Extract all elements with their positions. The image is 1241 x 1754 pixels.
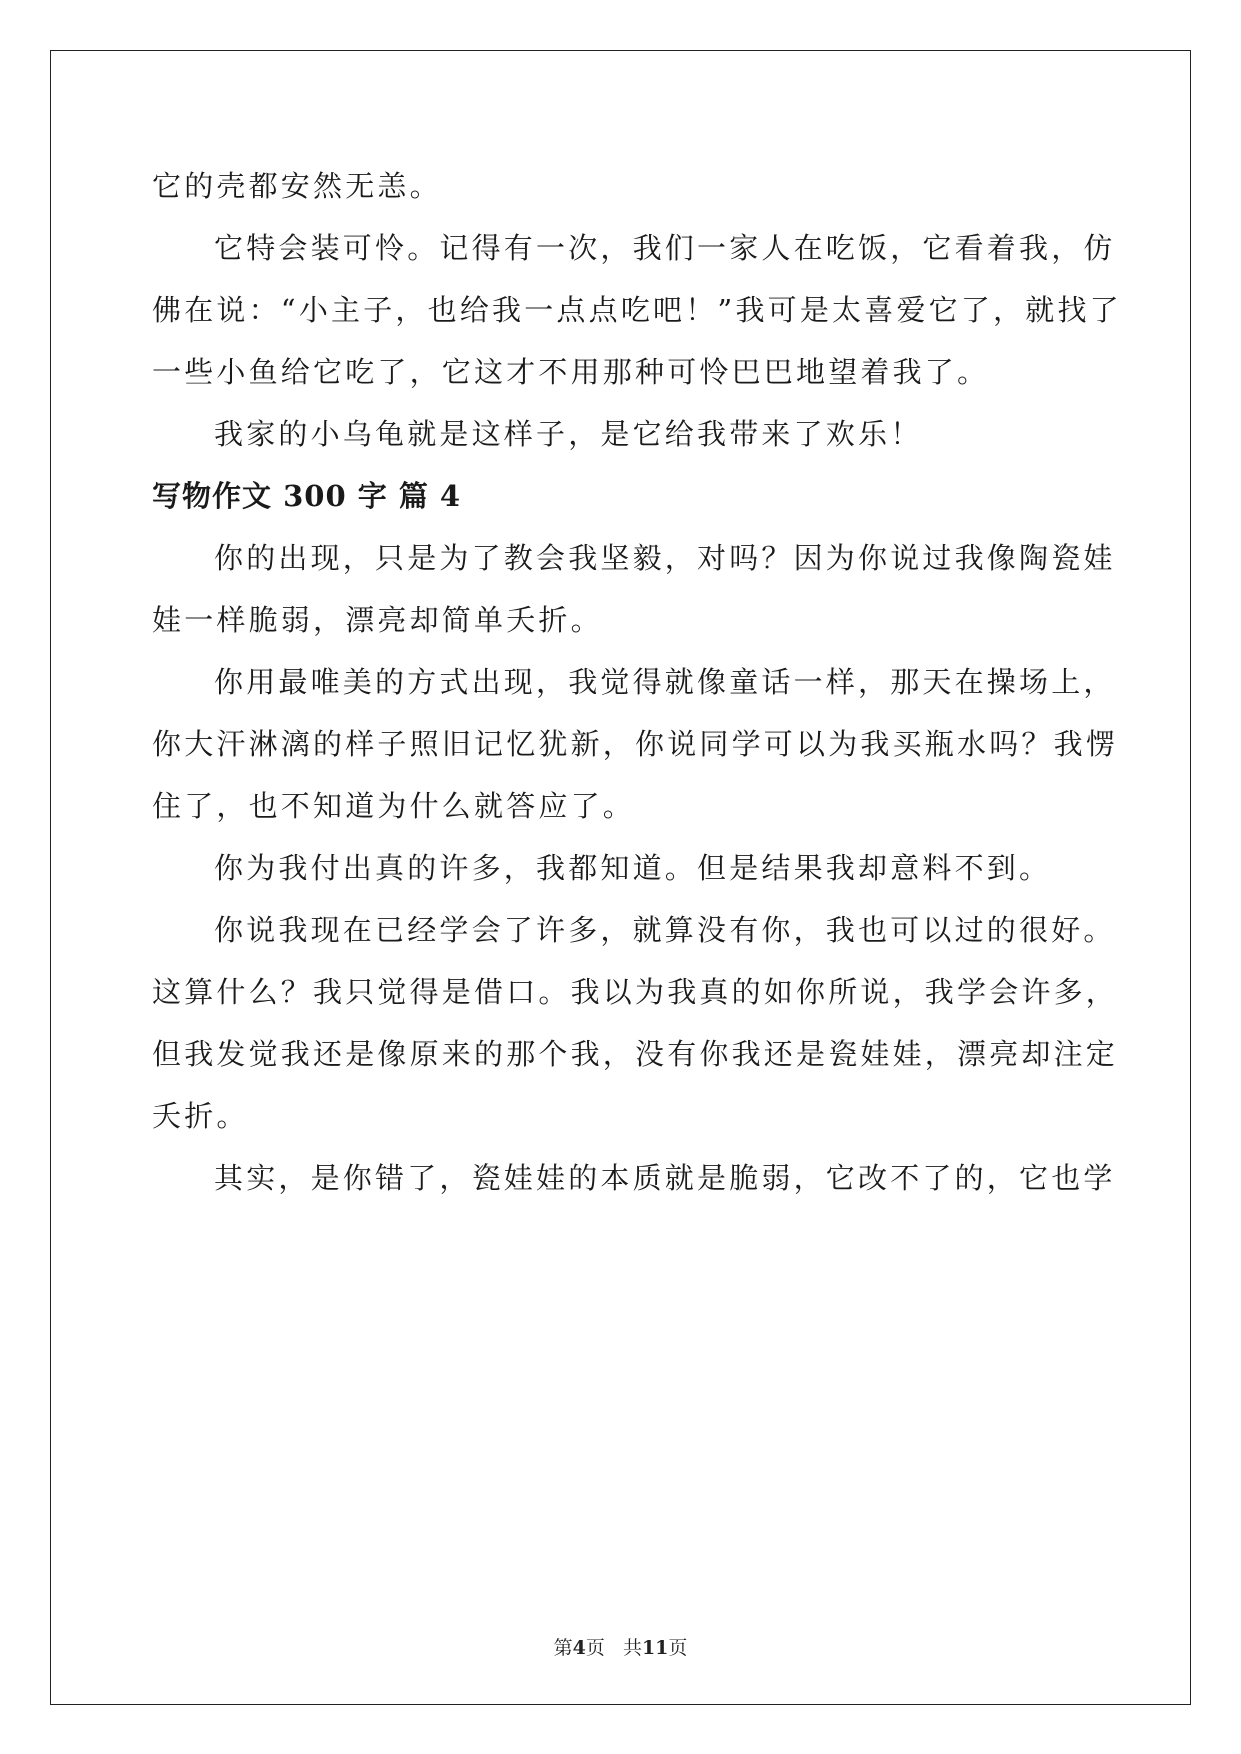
paragraph: [152, 651, 1119, 837]
footer-mid: 页 共: [585, 1637, 642, 1659]
text-line: 夭折。: [152, 1099, 249, 1133]
paragraph: [152, 899, 1119, 1147]
text-line: 但我发觉我还是像原来的那个我，没有你我还是瓷娃娃，漂亮却注定: [152, 1037, 1119, 1071]
text-line: 你大汗淋漓的样子照旧记忆犹新，你说同学可以为我买瓶水吗？我愣: [152, 727, 1119, 761]
paragraph: [152, 1147, 1116, 1209]
text-line: 一些小鱼给它吃了，它这才不用那种可怜巴巴地望着我了。: [152, 355, 990, 389]
footer-total-pages: 11: [641, 1637, 669, 1659]
text-line: 娃一样脆弱，漂亮却简单夭折。: [152, 603, 603, 637]
paragraph: [152, 155, 1090, 217]
text-line: 它的壳都安然无恙。: [152, 169, 442, 203]
text-line: 它特会装可怜。记得有一次，我们一家人在吃饭，它看着我，仿: [214, 231, 1116, 265]
paragraph: [152, 837, 1090, 899]
footer-suffix: 页: [668, 1637, 688, 1659]
paragraph: [152, 217, 1122, 403]
footer-prefix: 第: [553, 1637, 573, 1659]
document-body: [152, 155, 1122, 1209]
page-footer: [0, 1633, 1241, 1660]
text-line: 这算什么？我只觉得是借口。我以为我真的如你所说，我学会许多，: [152, 975, 1119, 1009]
text-line: 你的出现，只是为了教会我坚毅，对吗？因为你说过我像陶瓷娃: [214, 541, 1116, 575]
section-heading: 写物作文 300 字 篇 4: [152, 479, 462, 513]
footer-page-number: 4: [572, 1637, 586, 1659]
text-line: 其实，是你错了，瓷娃娃的本质就是脆弱，它改不了的，它也学: [214, 1161, 1116, 1195]
text-line: 住了，也不知道为什么就答应了。: [152, 789, 636, 823]
text-line: 你说我现在已经学会了许多，就算没有你，我也可以过的很好。: [214, 913, 1116, 947]
paragraph: [152, 403, 1090, 465]
text-line: 我家的小乌龟就是这样子，是它给我带来了欢乐！: [214, 417, 923, 451]
text-line: 佛在说：“小主子，也给我一点点吃吧！”我可是太喜爱它了，就找了: [152, 293, 1122, 327]
text-line: 你用最唯美的方式出现，我觉得就像童话一样，那天在操场上，: [214, 665, 1116, 699]
text-line: 你为我付出真的许多，我都知道。但是结果我却意料不到。: [214, 851, 1052, 885]
paragraph: [152, 527, 1116, 651]
